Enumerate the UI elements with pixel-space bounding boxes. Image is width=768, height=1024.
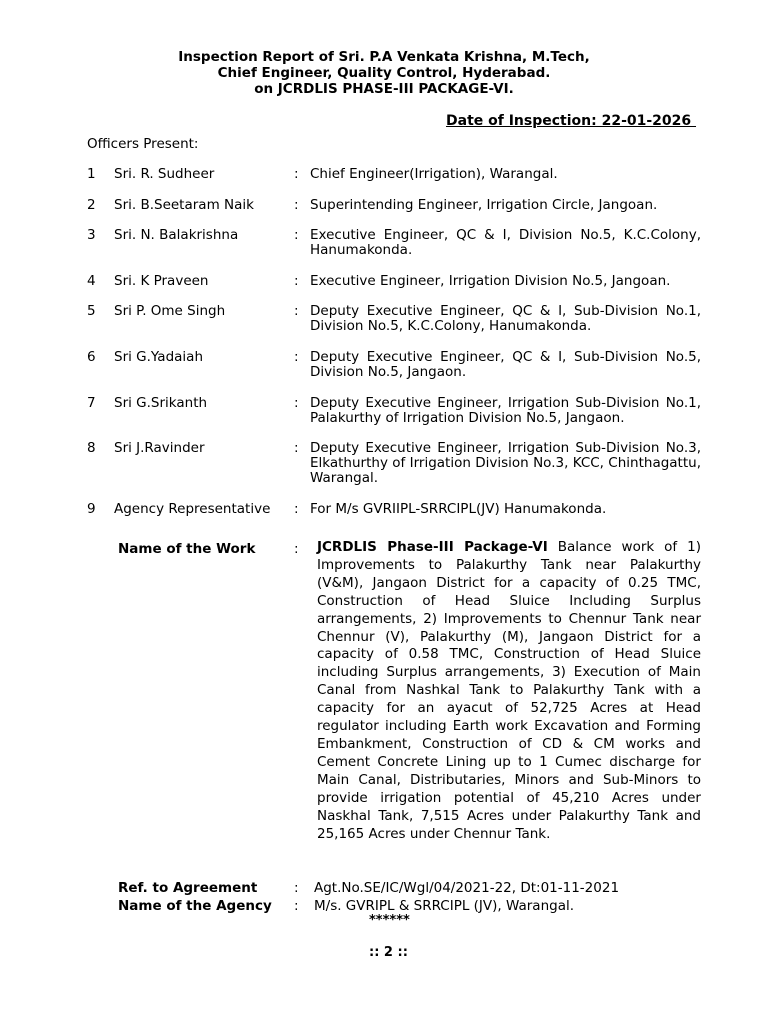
officer-name: Sri P. Ome Singh	[114, 303, 226, 319]
officers-heading: Officers Present:	[87, 136, 199, 152]
separator-colon: :	[294, 395, 299, 411]
officer-name: Sri. K Praveen	[114, 273, 209, 289]
separator-colon: :	[294, 898, 299, 914]
officer-designation: Deputy Executive Engineer, Irrigation Sub-Division No.3, Elkathurthy of Irrigation Division No.3, KCC, Chinthagattu, Warangal.	[310, 440, 701, 486]
work-description	[317, 539, 701, 843]
report-title-line-2: Chief Engineer, Quality Control, Hyderabad.	[217, 65, 551, 81]
separator-colon: :	[294, 166, 299, 182]
officer-number: 6	[87, 349, 96, 365]
officer-number: 2	[87, 197, 96, 213]
officer-name: Sri. B.Seetaram Naik	[114, 197, 254, 213]
separator-colon: :	[294, 880, 299, 896]
officer-designation: Deputy Executive Engineer, QC & I, Sub-Division No.1, Division No.5, K.C.Colony, Hanumakonda.	[310, 303, 701, 334]
date-of-inspection: Date of Inspection: 22-01-2026	[446, 113, 697, 129]
officer-number: 7	[87, 395, 96, 411]
officer-name: Sri G.Srikanth	[114, 395, 208, 411]
separator-colon: :	[294, 273, 299, 289]
separator-colon: :	[294, 440, 299, 456]
officer-name: Sri. N. Balakrishna	[114, 227, 239, 243]
agreement-value: Agt.No.SE/IC/Wgl/04/2021-22, Dt:01-11-2021	[314, 880, 620, 896]
officer-number: 1	[87, 166, 96, 182]
page-number: :: 2 ::	[369, 945, 408, 960]
separator-colon: :	[294, 197, 299, 213]
report-title-line-1: Inspection Report of Sri. P.A Venkata Krishna, M.Tech,	[178, 49, 590, 65]
separator-colon: :	[294, 303, 299, 319]
officer-number: 4	[87, 273, 96, 289]
work-label: Name of the Work	[118, 541, 256, 557]
agency-value: M/s. GVRIPL & SRRCIPL (JV), Warangal.	[314, 898, 575, 914]
officer-designation: Superintending Engineer, Irrigation Circle, Jangoan.	[310, 197, 658, 213]
work-details: Balance work of 1) Improvements to Palakurthy Tank near Palakurthy (V&M), Jangaon District for a capacity of 0.25 TMC, Construction of Head Sluice Including Surplus arrangements, 2) Improvements to Chennur Tank near Chennur (V), Palakurthy (M), Jangaon District for a capacity of 0.58 TMC, Construction of Head Sluice including Surplus arrangements, 3) Execution of Main Canal from Nashkal Tank to Palakurthy Tank with a capacity for an ayacut of 52,725 Acres at Head regulator including Earth work Excavation and Forming Embankment, Construction of CD & CM works and Cement Concrete Lining up to 1 Cumec discharge for Main Canal, Distributaries, Minors and Sub-Minors to provide irrigation potential of 45,210 Acres under Naskhal Tank, 7,515 Acres under Palakurthy Tank and 25,165 Acres under Chennur Tank.	[317, 539, 702, 842]
officer-name: Sri J.Ravinder	[114, 440, 205, 456]
officer-designation: Chief Engineer(Irrigation), Warangal.	[310, 166, 558, 182]
officer-name: Agency Representative	[114, 501, 271, 517]
officer-designation: Deputy Executive Engineer, Irrigation Sub-Division No.1, Palakurthy of Irrigation Division No.5, Jangaon.	[310, 395, 701, 426]
officer-name: Sri G.Yadaiah	[114, 349, 203, 365]
officer-designation: For M/s GVRIIPL-SRRCIPL(JV) Hanumakonda.	[310, 501, 607, 517]
separator-colon: :	[294, 541, 299, 557]
officer-name: Sri. R. Sudheer	[114, 166, 215, 182]
separator-colon: :	[294, 227, 299, 243]
separator-colon: :	[294, 349, 299, 365]
officer-number: 8	[87, 440, 96, 456]
agency-label: Name of the Agency	[118, 898, 272, 914]
section-divider-stars: ******	[369, 913, 410, 928]
work-title: JCRDLIS Phase-III Package-VI	[317, 539, 548, 555]
officer-number: 5	[87, 303, 96, 319]
report-title-line-3: on JCRDLIS PHASE-III PACKAGE-VI.	[254, 81, 514, 97]
separator-colon: :	[294, 501, 299, 517]
officer-number: 9	[87, 501, 96, 517]
officer-designation: Deputy Executive Engineer, QC & I, Sub-Division No.5, Division No.5, Jangaon.	[310, 349, 701, 380]
officer-designation: Executive Engineer, QC & I, Division No.5, K.C.Colony, Hanumakonda.	[310, 227, 701, 258]
officer-number: 3	[87, 227, 96, 243]
officer-designation: Executive Engineer, Irrigation Division No.5, Jangoan.	[310, 273, 671, 289]
agreement-label: Ref. to Agreement	[118, 880, 258, 896]
